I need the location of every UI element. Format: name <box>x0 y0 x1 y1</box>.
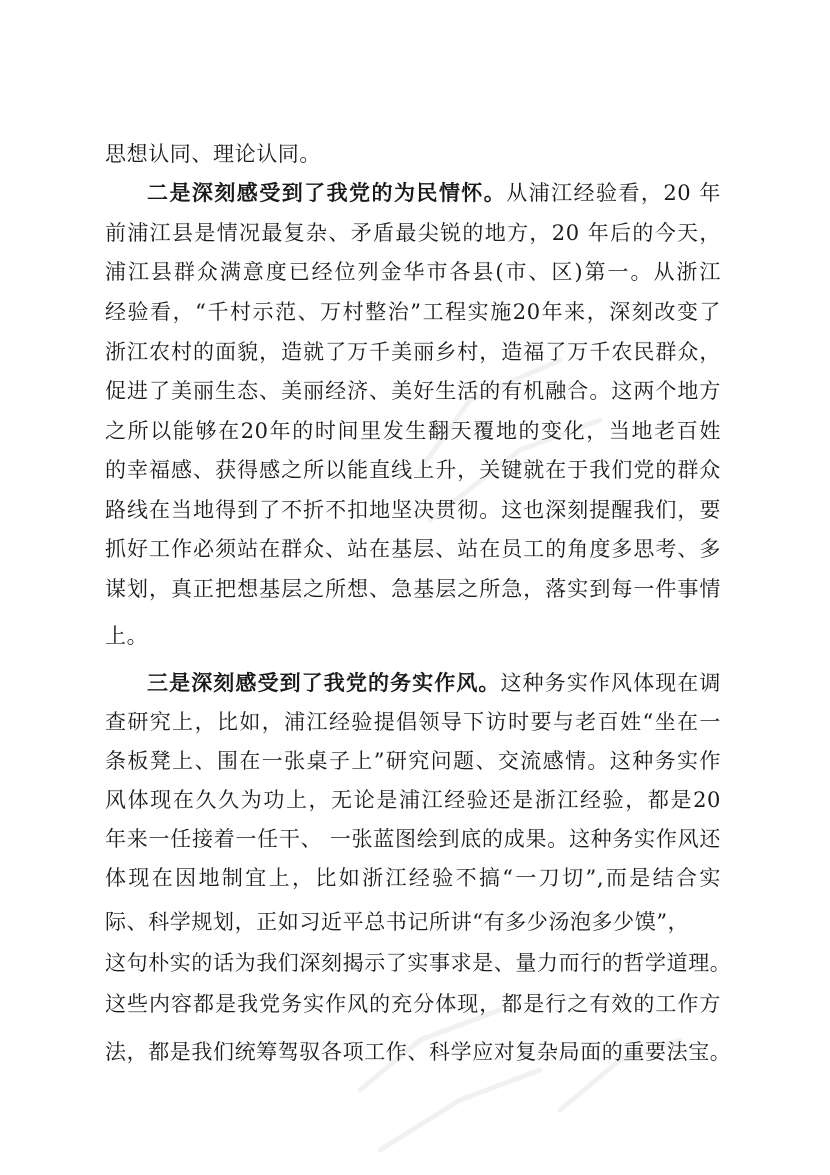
text-line: 浙江农村的面貌，造就了万千美丽乡村，造福了万千农民群众， <box>105 340 721 364</box>
text-line: 体现在因地制宜上，比如浙江经验不搞“一刀切”,而是结合实 <box>105 866 721 890</box>
text-line: 这些内容都是我党务实作风的充分体现，都是行之有效的工作方 <box>105 992 721 1016</box>
text-line: 条板凳上、围在一张桌子上”研究问题、交流感情。这种务实作 <box>105 749 721 773</box>
text-line: 抓好工作必须站在群众、站在基层、站在员工的角度多思考、多 <box>105 537 721 561</box>
text-line: 风体现在久久为功上，无论是浦江经验还是浙江经验，都是20 <box>105 788 721 812</box>
text-line: 路线在当地得到了不折不扣地坚决贯彻。这也深刻提醒我们，要 <box>105 498 721 522</box>
paragraph-3-first-line: 三是深刻感受到了我党的务实作风。这种务实作风体现在调 <box>147 670 721 695</box>
text-line: 之所以能够在20年的时间里发生翻天覆地的变化，当地老百姓 <box>105 419 721 443</box>
paragraph-2-first-line: 二是深刻感受到了我党的为民情怀。从浦江经验看，20 年 <box>147 180 721 205</box>
text-line: 经验看，“千村示范、万村整治”工程实施20年来，深刻改变了 <box>105 300 721 324</box>
text-line: 的幸福感、获得感之所以能直线上升，关键就在于我们党的群众 <box>105 458 721 482</box>
text-line: 浦江县群众满意度已经位列金华市各县(市、区)第一。从浙江 <box>105 260 721 284</box>
section-heading-2: 二是深刻感受到了我党的为民情怀。 <box>147 180 507 205</box>
text-line: 查研究上，比如，浦江经验提倡领导下访时要与老百姓“坐在一 <box>105 710 721 734</box>
text-line: 法，都是我们统筹驾驭各项工作、科学应对复杂局面的重要法宝。 <box>105 1040 732 1064</box>
text-line: 谋划，真正把想基层之所想、急基层之所急，落实到每一件事情 <box>105 577 721 601</box>
text-line: 年来一任接着一任干、 一张蓝图绘到底的成果。这种务实作风还 <box>105 827 721 851</box>
text-line: 这句朴实的话为我们深刻揭示了实事求是、量力而行的哲学道理。 <box>105 951 732 975</box>
text-line: 际、科学规划，正如习近平总书记所讲“有多少汤泡多少馍”， <box>105 910 690 934</box>
text-line: 思想认同、理论认同。 <box>105 142 321 166</box>
text-line: 上。 <box>105 624 149 648</box>
text-line: 促进了美丽生态、美丽经济、美好生活的有机融合。这两个地方 <box>105 379 721 403</box>
text-line: 前浦江县是情况最复杂、矛盾最尖锐的地方，20 年后的今天， <box>105 221 721 245</box>
section-heading-3: 三是深刻感受到了我党的务实作风。 <box>147 670 501 695</box>
